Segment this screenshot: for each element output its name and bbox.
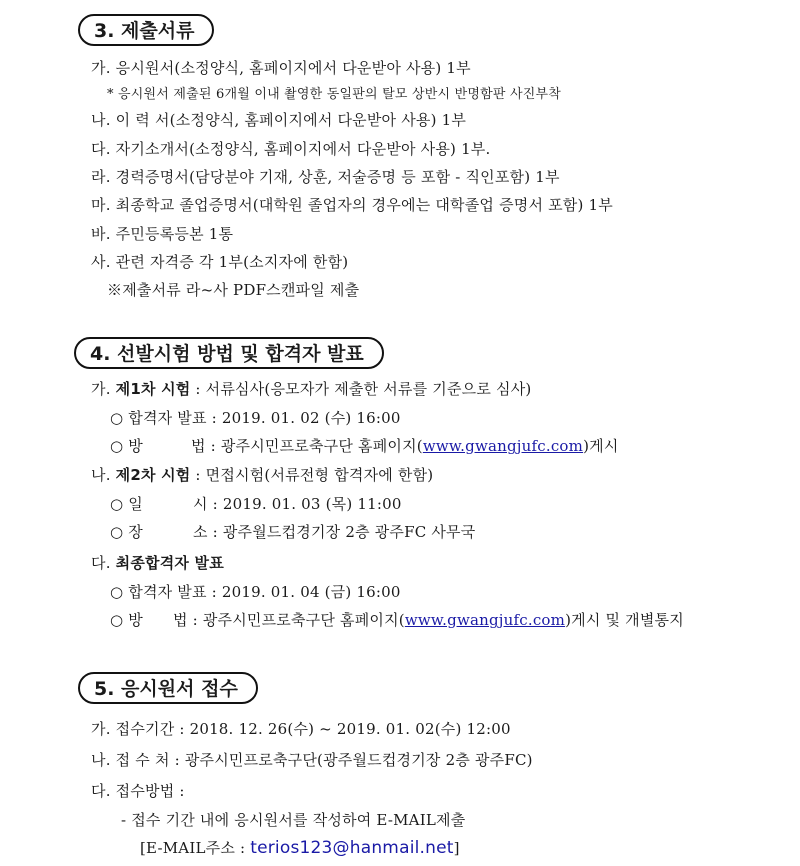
second-exam-label: 제2차 시험: [115, 466, 191, 484]
section4-title: 4. 선발시험 방법 및 합격자 발표: [74, 337, 384, 369]
first-method-label-b: 법: [190, 437, 206, 455]
section4-first-exam: [91, 379, 531, 399]
final-announce-value: : 2019. 01. 04 (금) 16:00: [206, 583, 401, 601]
first-exam-method: [110, 436, 619, 456]
section5-method-label: 다. 접수방법 :: [91, 782, 185, 800]
first-exam-desc: : 서류심사(응모자가 제출한 서류를 기준으로 심사): [190, 380, 532, 398]
section4-second-exam: [91, 465, 433, 485]
section3-item-ga: 가. 응시원서(소정양식, 홈페이지에서 다운받아 사용) 1부: [91, 59, 471, 77]
email-close: ]: [453, 839, 460, 857]
section5-method-detail: - 접수 기간 내에 응시원서를 작성하여 E-MAIL제출: [121, 811, 466, 829]
second-place-value: : 광주월드컵경기장 2층 광주FC 사무국: [207, 523, 476, 541]
section5-place: 나. 접 수 처 : 광주시민프로축구단(광주월드컵경기장 2층 광주FC): [91, 751, 533, 769]
section3-title: 3. 제출서류: [78, 14, 214, 46]
second-date-value: : 2019. 01. 03 (목) 11:00: [207, 495, 402, 513]
final-announce: [110, 582, 401, 602]
section5-email: [140, 838, 460, 858]
final-prefix: 다.: [91, 554, 116, 572]
first-method-url-link[interactable]: www.gwangjufc.com: [422, 437, 584, 455]
section3-item-sa: 사. 관련 자격증 각 1부(소지자에 한함): [91, 253, 349, 271]
section3-item-ba: 바. 주민등록등본 1통: [91, 225, 234, 243]
section5-period: 가. 접수기간 : 2018. 12. 26(수) ~ 2019. 01. 02(수) 12:00: [91, 720, 511, 738]
first-exam-label: 제1차 시험: [115, 380, 191, 398]
final-method-value: : 광주시민프로축구단 홈페이지(: [187, 611, 405, 629]
final-announce-label: ○ 합격자 발표: [110, 583, 207, 601]
second-place-label-b: 소: [192, 523, 208, 541]
first-announce-value: : 2019. 01. 02 (수) 16:00: [206, 409, 401, 427]
first-announce-label: ○ 합격자 발표: [110, 409, 207, 427]
section3-item-ma: 마. 최종학교 졸업증명서(대학원 졸업자의 경우에는 대학졸업 증명서 포함) 1부: [91, 196, 613, 214]
second-exam-desc: : 면접시험(서류전형 합격자에 한함): [190, 466, 434, 484]
second-place-label-a: ○ 장: [110, 523, 143, 541]
section3-item-ra: 라. 경력증명서(담당분야 기재, 상훈, 저술증명 등 포함 - 직인포함) 1부: [91, 168, 560, 186]
first-exam-prefix: 가.: [91, 380, 116, 398]
final-method-suffix: )게시 및 개별통지: [565, 611, 684, 629]
email-label: [E-MAIL주소 :: [140, 839, 251, 857]
section4-final: [91, 553, 224, 573]
first-exam-announce: [110, 408, 401, 428]
section5-title: 5. 응시원서 접수: [78, 672, 258, 704]
second-exam-place: [110, 522, 475, 542]
first-method-label-a: ○ 방: [110, 437, 143, 455]
section3-note-photo: * 응시원서 제출된 6개월 이내 촬영한 동일판의 탈모 상반시 반명함판 사진부착: [107, 87, 561, 102]
section3-pdf-note: ※제출서류 라~사 PDF스캔파일 제출: [107, 281, 360, 299]
final-method-label-a: ○ 방: [110, 611, 143, 629]
section3-item-na: 나. 이 력 서(소정양식, 홈페이지에서 다운받아 사용) 1부: [91, 111, 467, 129]
first-method-suffix: )게시: [583, 437, 619, 455]
final-method-label-b: 법: [172, 611, 188, 629]
first-method-value: : 광주시민프로축구단 홈페이지(: [205, 437, 423, 455]
email-address-link[interactable]: terios123@hanmail.net: [250, 838, 454, 858]
second-exam-date: [110, 494, 402, 514]
second-date-label-b: 시: [192, 495, 208, 513]
section3-item-da: 다. 자기소개서(소정양식, 홈페이지에서 다운받아 사용) 1부.: [91, 140, 491, 158]
second-date-label-a: ○ 일: [110, 495, 143, 513]
second-exam-prefix: 나.: [91, 466, 116, 484]
final-method: [110, 610, 684, 630]
final-label: 최종합격자 발표: [115, 554, 224, 572]
final-method-url-link[interactable]: www.gwangjufc.com: [404, 611, 566, 629]
